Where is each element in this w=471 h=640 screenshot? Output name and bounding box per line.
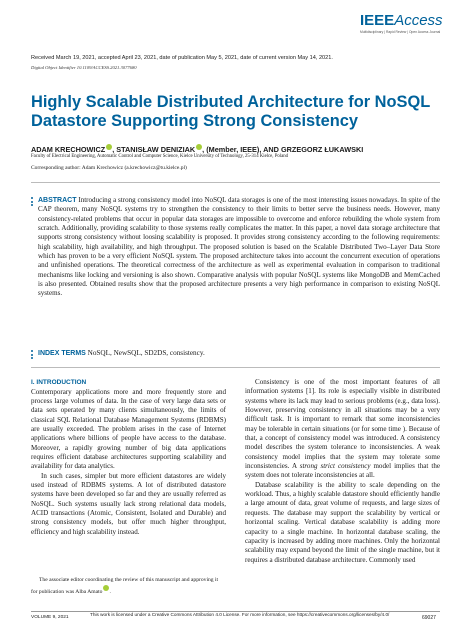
consistency-paragraph bbox=[245, 378, 440, 481]
consistency-text-tail: model implies that the system does not tolerate inconsistencies at all. bbox=[245, 462, 440, 480]
abstract bbox=[38, 196, 440, 299]
intro-paragraph-2: In such cases, simpler but more efficient datastores are widely used instead of RDBMS systems. A lot of distributed datastore systems have been developed so far and they are usually referred as NoSQL. Such systems usually lack strong relational data models, ACID transactions (Atomic, Consistent, Isolated and Durable) and strong consistency models, but offer much higher throughput, efficiency and high scalability instead. bbox=[31, 471, 226, 536]
index-terms-label: INDEX TERMS bbox=[38, 350, 86, 357]
strong-consistency-term: strong strict consistency bbox=[299, 462, 371, 471]
footnote-text: The associate editor coordinating the review of this manuscript and approving it for publication was Alba Amato bbox=[31, 577, 219, 595]
abstract-marker-icon bbox=[31, 197, 35, 207]
right-column bbox=[245, 378, 440, 565]
editor-footnote: The associate editor coordinating the review of this manuscript and approving it for publication was Alba Amato . bbox=[31, 577, 219, 595]
section-heading-introduction: I. INTRODUCTION bbox=[31, 379, 87, 386]
received-dates: Received March 19, 2021, accepted April 23, 2021, date of publication May 5, 2021, date of current version May 14, 2021. bbox=[31, 55, 333, 61]
divider bbox=[31, 182, 440, 183]
ieee-access-logo bbox=[360, 12, 460, 38]
page-number: 69027 bbox=[422, 615, 436, 621]
affiliation: Faculty of Electrical Engineering, Automatic Control and Computer Science, Kielce University of Technology, 25-314 Kielce, Poland bbox=[31, 154, 289, 159]
abstract-label: ABSTRACT bbox=[38, 197, 77, 204]
index-terms-text: NoSQL, NewSQL, SD2DS, consistency. bbox=[87, 349, 205, 357]
corresponding-author: Corresponding author: Adam Krechowicz (a.krechowicz@tu.kielce.pl) bbox=[31, 165, 187, 171]
scalability-paragraph: Database scalability is the ability to scale depending on the workload. Thus, a highly scalable datastore should efficiently handle a large amount of data, great volume of requests, and large sizes of requests. The database may support the scalability by vertical or horizontal scaling. Vertical database scalability is adding more capacity to a single machine. In horizontal database scaling, the capacity is increased by adding more machines. Only the horizontal scalability may expand beyond the limit of the single machine, but it requires a distributed database architecture. Commonly used bbox=[245, 480, 440, 564]
author-2: , STANISŁAW DENIZIAK bbox=[112, 145, 196, 154]
paper-title: Highly Scalable Distributed Architecture for NoSQL Datastore Supporting Strong Consistency bbox=[31, 93, 430, 130]
license-notice: This work is licensed under a Creative Commons Attribution 4.0 License. For more information, see https://creativecommons.org/licenses/by/4.0/ bbox=[90, 612, 390, 617]
intro-paragraph-1: Contemporary applications more and more frequently store and process large volumes of data. In the case of very large data sets or data sets operated by many clients simultaneously, the limits of classical SQL Relational Database Management Systems (RDBMS) are usually exceeded. The problem arises in the case of Internet applications where billions of people have access to the database. Moreover, a rapidly growing number of big data applications requires efficient database architectures supporting scalability and availability for data analytics. bbox=[31, 387, 226, 471]
divider bbox=[31, 367, 440, 368]
logo-wordmark bbox=[360, 12, 460, 29]
logo-tagline: Multidisciplinary | Rapid Review | Open Access Journal bbox=[360, 30, 441, 34]
index-terms bbox=[38, 349, 440, 357]
author-1: ADAM KRECHOWICZ bbox=[31, 145, 106, 154]
consistency-text: Consistency is one of the most important features of all information systems [1]. Its role is especially visible in distributed systems where its lack may lead to serious problems (e.g., data loss). However, preserving consistency in all situations may be a very difficult task. It is important to remark that some inconsistencies may be tolerable in certain situations (or for some time ). Because of that, a concept of consistency model was introduced. A consistency model describes the system tolerance to inconsistencies. A weak consistency model implies that the system may tolerate some inconsistencies. A bbox=[245, 378, 440, 471]
author-list bbox=[31, 144, 451, 154]
author-3: , (Member, IEEE), AND GRZEGORZ ŁUKAWSKI bbox=[202, 145, 364, 154]
index-terms-marker-icon bbox=[31, 350, 35, 360]
doi: Digital Object Identifier 10.1109/ACCESS.2021.3077680 bbox=[31, 65, 137, 70]
logo-access: Access bbox=[394, 12, 443, 29]
orcid-icon[interactable] bbox=[103, 585, 109, 591]
volume-label: VOLUME 9, 2021 bbox=[31, 615, 69, 620]
logo-ieee: IEEE bbox=[360, 12, 395, 29]
left-column bbox=[31, 378, 226, 537]
abstract-text: Introducing a strong consistency model into NoSQL data storages is one of the most interesting issues nowadays. In spite of the CAP theorem, many NoSQL systems try to strengthen the consistency to their limits to better serve the business needs. However, many consistency-related problems that occur in popular data storages are impossible to overcome and enforce rebuilding the whole system from scratch. Additionally, providing scalability to those systems really complicates the matter. In this paper, a novel data storage architecture that supports strong consistency without loosing scalability is proposed. It provides strong consistency according to the following requirements: high scalability, high availability, and high throughput. The proposed solution is based on the Scalable Distributed Two–Layer Data Store which has proven to be a very efficient NoSQL system. The proposed architecture takes into account the concurrent execution of operations and unfinished operations. The theoretical correctness of the architecture as well as experimental evaluation in comparison to traditional mechanisms like locking and versioning is also shown. Comparative analysis with popular NoSQL systems like MongoDB and MemCached is also presented. Obtained results show that the proposed architecture presents a very high performance in comparison to existing NoSQL systems. bbox=[38, 196, 440, 298]
